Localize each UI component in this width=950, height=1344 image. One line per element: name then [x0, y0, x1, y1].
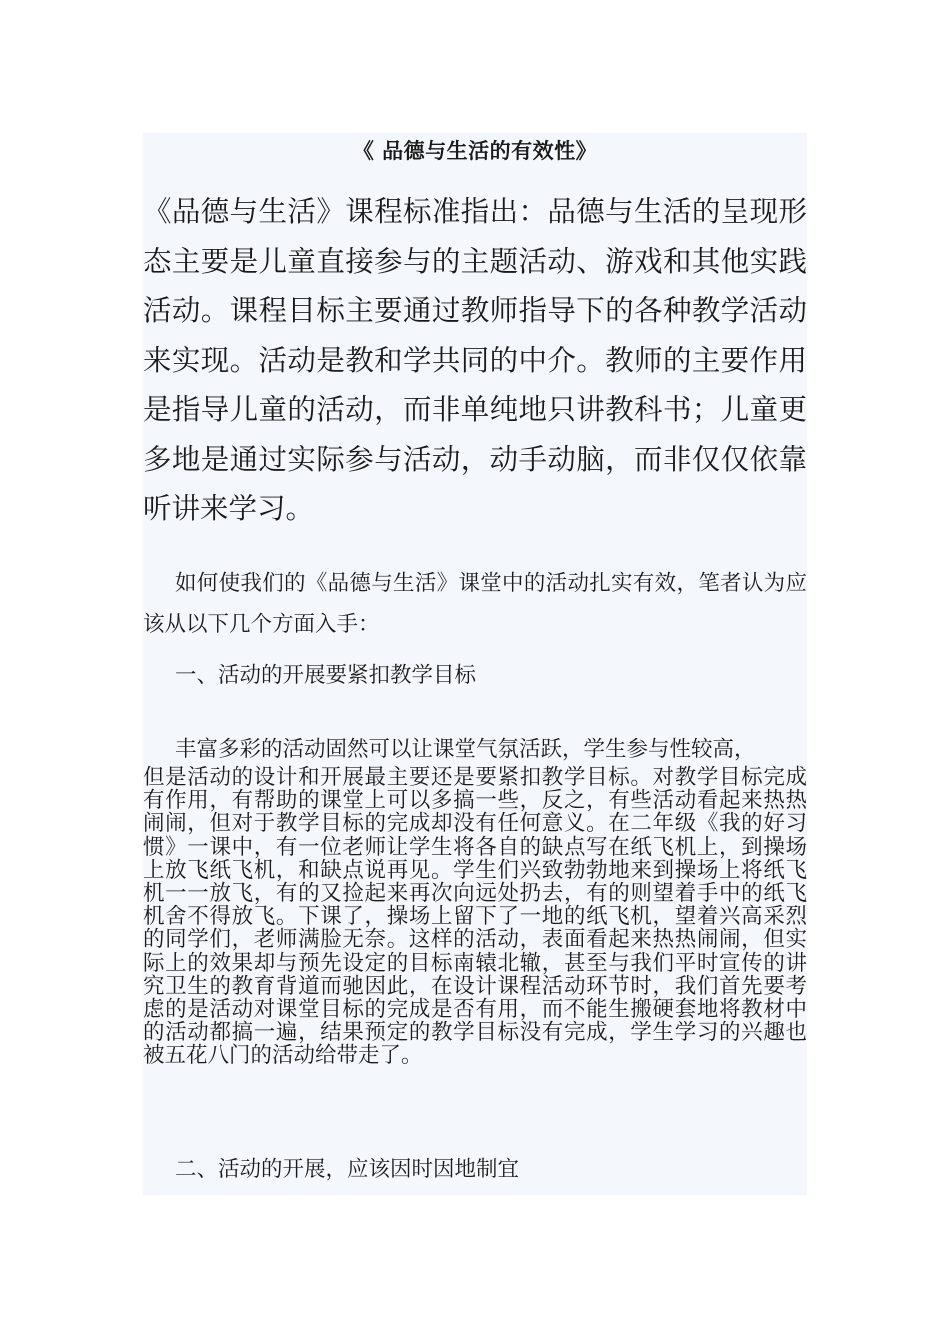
intro-paragraph: 如何使我们的《品德与生活》课堂中的活动扎实有效，笔者认为应该从以下几个方面入手： [143, 571, 807, 637]
section-heading-1: 一、活动的开展要紧扣教学目标 [175, 663, 477, 688]
body-paragraph [143, 735, 807, 1068]
body-rest-text: 但是活动的设计和开展最主要还是要紧扣教学目标。对教学目标完成有作用，有帮助的课堂上可以多搞一些，反之，有些活动看起来热热闹闹，但对于教学目标的完成却没有任何意义。在二年级《我的好习惯》一课中，有一位老师让学生将各自的缺点写在纸飞机上，到操场上放飞纸飞机，和缺点说再见。学生们兴致勃勃地来到操场上将纸飞机一一放飞，有的又捡起来再次向远处扔去，有的则望着手中的纸飞机舍不得放飞。下课了，操场上留下了一地的纸飞机，望着兴高采烈的同学们，老师满脸无奈。这样的活动，表面看起来热热闹闹，但实际上的效果却与预先设定的目标南辕北辙，甚至与我们平时宣传的讲究卫生的教育背道而驰因此，在设计课程活动环节时，我们首先要考虑的是活动对课堂目标的完成是否有用，而不能生搬硬套地将教材中的活动都搞一遍，结果预定的教学目标没有完成，学生学习的兴趣也被五花八门的活动给带走了。 [143, 765, 807, 1069]
section-heading-2: 二、活动的开展，应该因时因地制宜 [175, 1157, 520, 1182]
lead-paragraph: 《品德与生活》课程标准指出：品德与生活的呈现形态主要是儿童直接参与的主题活动、游戏和其他实践活动。课程目标主要通过教师指导下的各种教学活动来实现。活动是教和学共同的中介。教师的主要作用是指导儿童的活动，而非单纯地只讲教科书；儿童更多地是通过实际参与活动，动手动脑，而非仅仅依靠听讲来学习。 [143, 195, 807, 525]
document-page [143, 133, 807, 1195]
document-title: 《 品德与生活的有效性》 [352, 139, 598, 163]
body-first-line: 丰富多彩的活动固然可以让课堂气氛活跃，学生参与性较高， [175, 737, 756, 762]
